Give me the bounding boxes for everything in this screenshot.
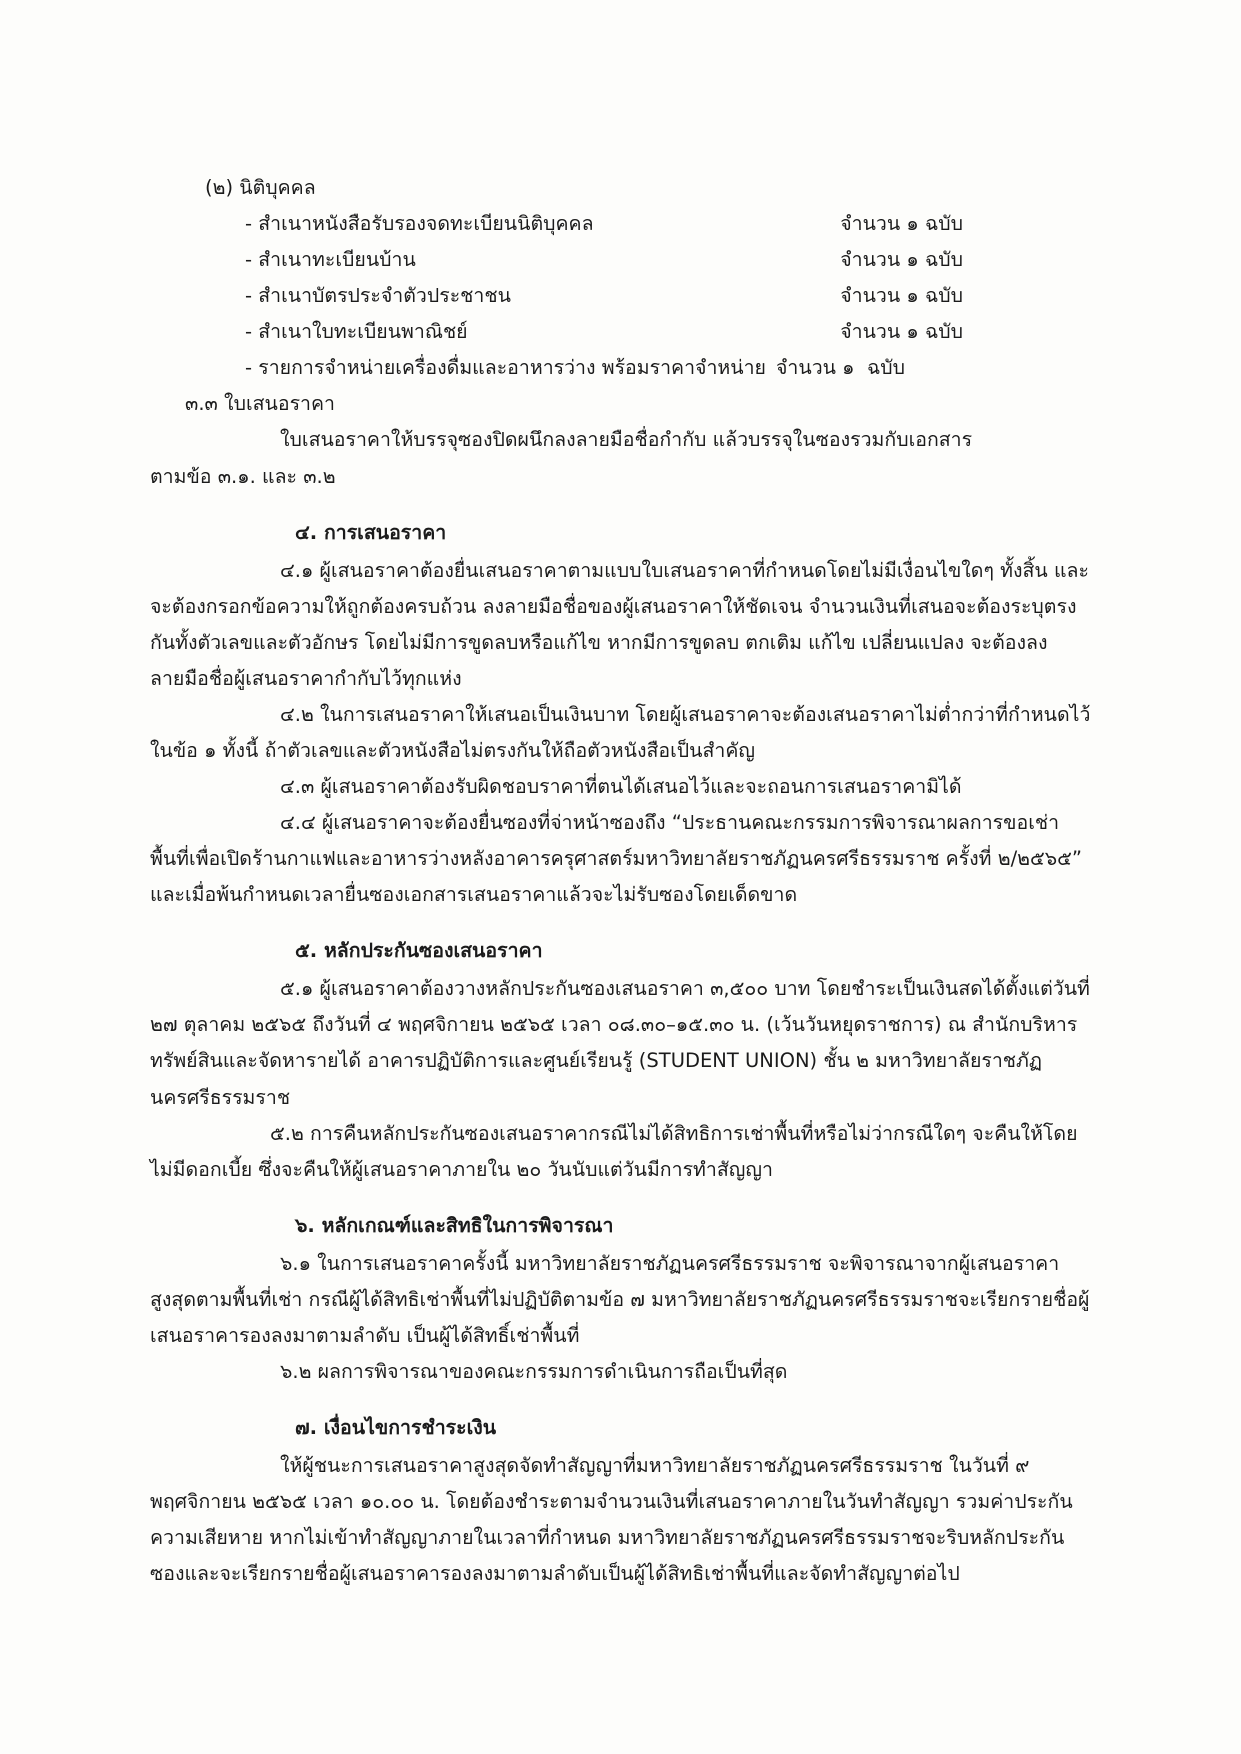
list-item <box>245 242 1091 278</box>
list-item-amount: จำนวน ๑ ฉบับ <box>840 248 963 272</box>
list-item-label: - สำเนาบัตรประจำตัวประชาชน <box>245 284 511 308</box>
section-4-paragraph-4: ๔.๔ ผู้เสนอราคาจะต้องยื่นซองที่จ่าหน้าซองถึง “ประธานคณะกรรมการพิจารณาผลการขอเช่าพื้นที่เพื่อเปิดร้านกาแฟและอาหารว่างหลังอาคารครุศาสตร์มหาวิทยาลัยราชภัฏนครศรีธรรมราช ครั้งที่ ๒/๒๕๖๕” และเมื่อพ้นกำหนดเวลายื่นซองเอกสารเสนอราคาแล้วจะไม่รับซองโดยเด็ดขาด <box>150 811 1089 907</box>
section-4-paragraph-3: ๔.๓ ผู้เสนอราคาต้องรับผิดชอบราคาที่ตนได้เสนอไว้และจะถอนการเสนอราคามิได้ <box>280 775 962 798</box>
section-title-4: ๔. การเสนอราคา <box>295 520 447 544</box>
list-item-amount: จำนวน ๑ ฉบับ <box>775 356 905 380</box>
list-item <box>245 278 1091 314</box>
document-text <box>150 170 1097 1592</box>
subsection-heading-legal-entity: (๒) นิติบุคคล <box>205 176 316 199</box>
clause-3-3-line-2: ตามข้อ ๓.๑. และ ๓.๒ <box>150 464 336 488</box>
list-item <box>245 206 1091 242</box>
section-title-6: ๖. หลักเกณฑ์และสิทธิในการพิจารณา <box>295 1213 614 1237</box>
section-4-paragraph-2: ๔.๒ ในการเสนอราคาให้เสนอเป็นเงินบาท โดยผู้เสนอราคาจะต้องเสนอราคาไม่ต่ำกว่าที่กำหนดไว้ในข้อ ๑ ทั้งนี้ ถ้าตัวเลขและตัวหนังสือไม่ตรงกันให้ถือตัวหนังสือเป็นสำคัญ <box>150 702 1091 762</box>
section-6-paragraph-2: ๖.๒ ผลการพิจารณาของคณะกรรมการดำเนินการถือเป็นที่สุด <box>280 1359 788 1383</box>
list-item <box>245 314 1091 350</box>
list-item-amount: จำนวน ๑ ฉบับ <box>840 212 963 236</box>
list-item-label: - สำเนาทะเบียนบ้าน <box>245 248 416 272</box>
list-item-amount: จำนวน ๑ ฉบับ <box>840 320 963 344</box>
section-title-7: ๗. เงื่อนไขการชำระเงิน <box>295 1416 497 1439</box>
clause-3-3-line-1: ใบเสนอราคาให้บรรจุซองปิดผนึกลงลายมือชื่อกำกับ แล้วบรรจุในซองรวมกับเอกสาร <box>280 428 973 452</box>
section-5-paragraph-1: ๕.๑ ผู้เสนอราคาต้องวางหลักประกันซองเสนอราคา ๓,๕๐๐ บาท โดยชำระเป็นเงินสดได้ตั้งแต่วันที่ ๒๗ ตุลาคม ๒๕๖๕ ถึงวันที่ ๔ พฤศจิกายน ๒๕๖๕ เวลา ๐๘.๓๐–๑๕.๓๐ น. (เว้นวันหยุดราชการ) ณ สำนักบริหารทรัพย์สินและจัดหารายได้ อาคารปฏิบัติการและศูนย์เรียนรู้ (STUDENT UNION) ชั้น ๒ มหาวิทยาลัยราชภัฏนครศรีธรรมราช <box>150 977 1097 1109</box>
section-6-paragraph-1: ๖.๑ ในการเสนอราคาครั้งนี้ มหาวิทยาลัยราชภัฏนครศรีธรรมราช จะพิจารณาจากผู้เสนอราคาสูงสุดตามพื้นที่เช่า กรณีผู้ได้สิทธิเช่าพื้นที่ไม่ปฏิบัติตามข้อ ๗ มหาวิทยาลัยราชภัฏนครศรีธรรมราชจะเรียกรายชื่อผู้เสนอราคารองลงมาตามลำดับ เป็นผู้ได้สิทธิ์เช่าพื้นที่ <box>150 1251 1090 1347</box>
section-title-5: ๕. หลักประกันซองเสนอราคา <box>295 939 543 963</box>
clause-3-3-heading: ๓.๓ ใบเสนอราคา <box>185 392 335 416</box>
section-4-paragraph-1: ๔.๑ ผู้เสนอราคาต้องยื่นเสนอราคาตามแบบใบเสนอราคาที่กำหนดโดยไม่มีเงื่อนไขใดๆ ทั้งสิ้น และจะต้องกรอกข้อความให้ถูกต้องครบถ้วน ลงลายมือชื่อของผู้เสนอราคาให้ชัดเจน จำนวนเงินที่เสนอจะต้องระบุตรงกันทั้งตัวเลขและตัวอักษร โดยไม่มีการขูดลบหรือแก้ไข หากมีการขูดลบ ตกเติม แก้ไข เปลี่ยนแปลง จะต้องลงลายมือชื่อผู้เสนอราคากำกับไว้ทุกแห่ง <box>150 558 1089 690</box>
section-5-paragraph-2: ๕.๒ การคืนหลักประกันซองเสนอราคากรณีไม่ได้สิทธิการเช่าพื้นที่หรือไม่ว่ากรณีใดๆ จะคืนให้โดยไม่มีดอกเบี้ย ซึ่งจะคืนให้ผู้เสนอราคาภายใน ๒๐ วันนับแต่วันมีการทำสัญญา <box>150 1121 1078 1181</box>
list-item <box>245 350 1091 386</box>
list-item-label: - สำเนาหนังสือรับรองจดทะเบียนนิติบุคคล <box>245 212 594 236</box>
section-7-paragraph-1: ให้ผู้ชนะการเสนอราคาสูงสุดจัดทำสัญญาที่มหาวิทยาลัยราชภัฏนครศรีธรรมราช ในวันที่ ๙ พฤศจิกายน ๒๕๖๕ เวลา ๑๐.๐๐ น. โดยต้องชำระตามจำนวนเงินที่เสนอราคาภายในวันทำสัญญา รวมค่าประกันความเสียหาย หากไม่เข้าทำสัญญาภายในเวลาที่กำหนด มหาวิทยาลัยราชภัฏนครศรีธรรมราชจะริบหลักประกันซองและจะเรียกรายชื่อผู้เสนอราคารองลงมาตามลำดับเป็นผู้ได้สิทธิเช่าพื้นที่และจัดทำสัญญาต่อไป <box>150 1454 1073 1586</box>
list-item-amount: จำนวน ๑ ฉบับ <box>840 284 963 308</box>
list-item-label: - สำเนาใบทะเบียนพาณิชย์ <box>245 320 468 344</box>
list-item-label: - รายการจำหน่ายเครื่องดื่มและอาหารว่าง พร้อมราคาจำหน่าย <box>245 356 766 380</box>
